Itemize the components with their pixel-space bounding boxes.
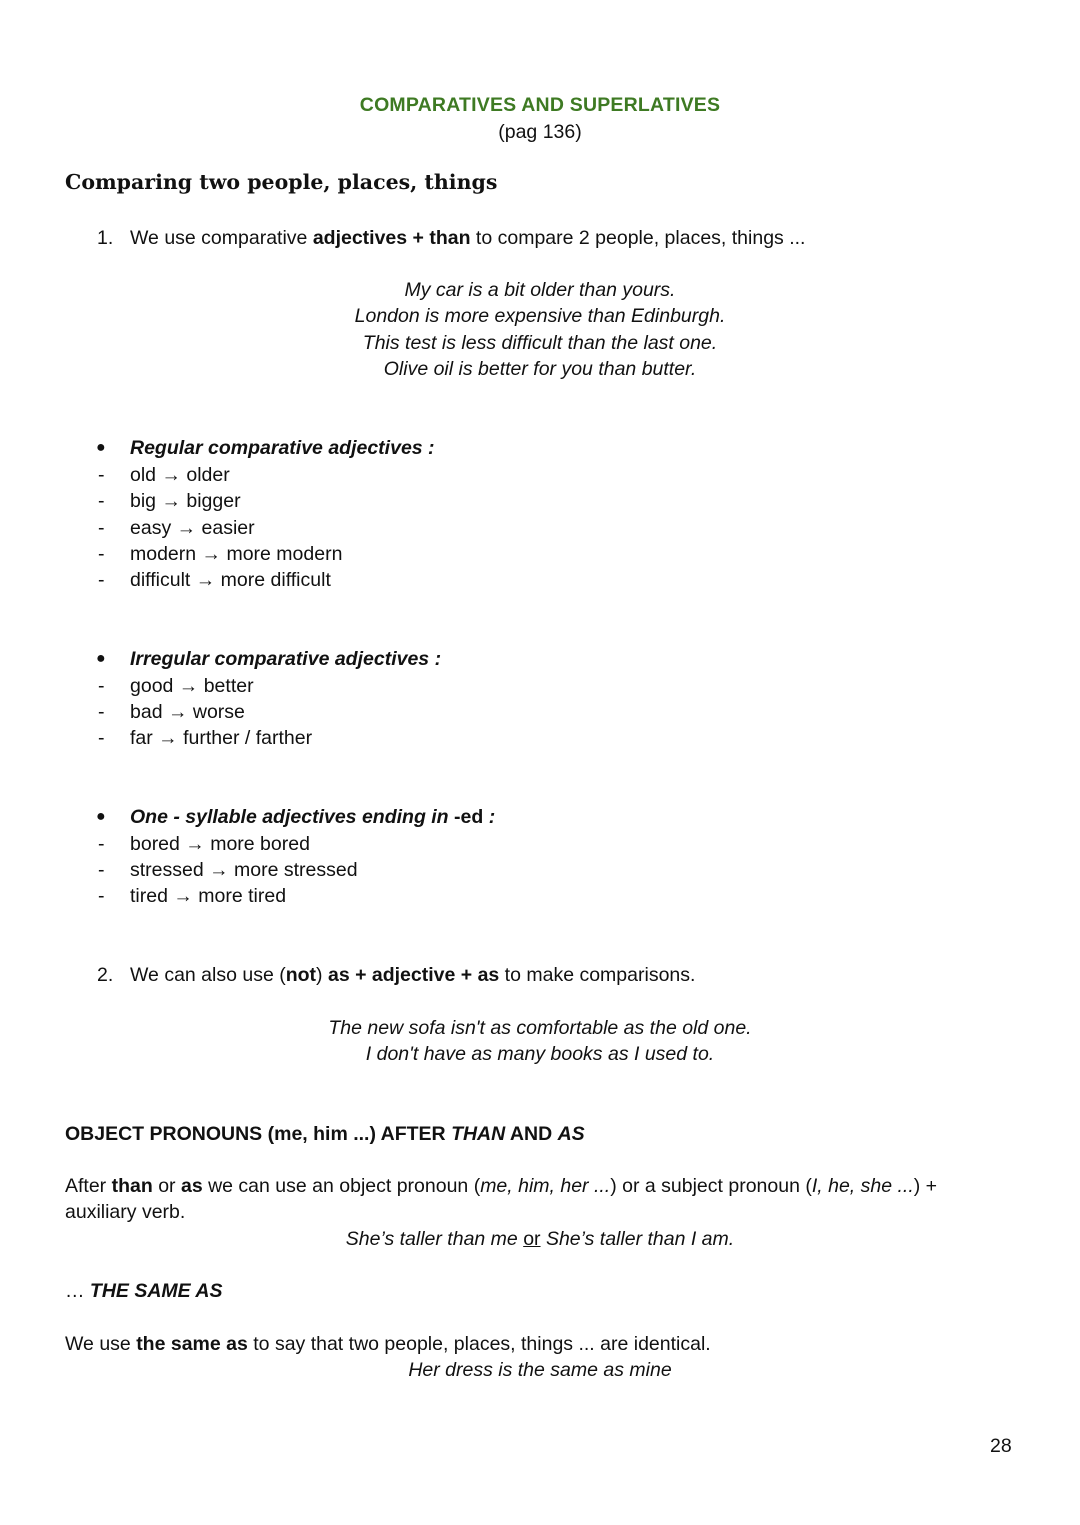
- list-item: old → older: [130, 464, 230, 486]
- ed-label: [130, 804, 495, 830]
- bullet-icon: ●: [96, 439, 106, 456]
- pronoun-paragraph-line-1: [65, 1173, 937, 1199]
- rule-2-text: [130, 962, 695, 988]
- example-part: She’s taller than me: [345, 1228, 524, 1250]
- text-part: we can use an object pronoun (: [202, 1175, 481, 1197]
- rule-1-part: to compare 2 people, places, things ...: [470, 227, 806, 249]
- heading-part: THAN: [451, 1123, 506, 1145]
- page-reference: (pag 136): [498, 121, 582, 143]
- irregular-label: Irregular comparative adjectives :: [130, 648, 442, 670]
- example-sentence: This test is less difficult than the last one.: [362, 332, 718, 354]
- rule-2-part: We can also use (: [130, 964, 286, 986]
- dash-marker: -: [98, 859, 105, 881]
- list-item: easy → easier: [130, 517, 255, 539]
- bullet-icon: ●: [96, 808, 106, 825]
- rule-2-part: to make comparisons.: [499, 964, 696, 986]
- heading-part: AS: [557, 1123, 585, 1145]
- list-number-2: 2.: [97, 964, 114, 986]
- text-bold: than: [111, 1175, 153, 1197]
- text-italic: me, him, her ...: [480, 1175, 611, 1197]
- example-sentence: [0, 1226, 1080, 1252]
- ed-label-part: One - syllable adjectives ending in: [130, 806, 455, 828]
- rule-2-part: ): [316, 964, 328, 986]
- list-item: modern → more modern: [130, 543, 343, 565]
- list-item: far → further / farther: [130, 727, 313, 749]
- text-part: ) or a subject pronoun (: [610, 1175, 812, 1197]
- ed-label-suffix: -ed: [454, 806, 484, 828]
- dash-marker: -: [98, 517, 105, 539]
- rule-1-bold: adjectives + than: [312, 227, 471, 249]
- text-bold: as: [180, 1175, 203, 1197]
- text-italic: I, he, she ...: [811, 1175, 914, 1197]
- heading-part: THE SAME AS: [89, 1280, 223, 1302]
- dash-marker: -: [98, 464, 105, 486]
- section-heading-object-pronouns: [65, 1121, 585, 1147]
- pronoun-paragraph-line-2: auxiliary verb.: [65, 1201, 186, 1223]
- list-item: tired → more tired: [130, 885, 287, 907]
- page-number: 28: [990, 1435, 1012, 1457]
- dash-marker: -: [98, 675, 105, 697]
- dash-marker: -: [98, 727, 105, 749]
- section-heading-comparing: Comparing two people, places, things: [65, 170, 498, 194]
- list-item: difficult → more difficult: [130, 569, 331, 591]
- dash-marker: -: [98, 833, 105, 855]
- example-sentence: I don't have as many books as I used to.: [365, 1043, 715, 1065]
- bullet-icon: ●: [96, 650, 106, 667]
- example-sentence: London is more expensive than Edinburgh.: [354, 305, 726, 327]
- text-part: to say that two people, places, things ... are identical.: [247, 1333, 711, 1355]
- dash-marker: -: [98, 543, 105, 565]
- ed-label-part: :: [483, 806, 496, 828]
- rule-2-bold: not: [285, 964, 317, 986]
- example-part: She’s taller than I am.: [540, 1228, 735, 1250]
- example-sentence: Olive oil is better for you than butter.: [383, 358, 697, 380]
- example-sentence: The new sofa isn't as comfortable as the old one.: [328, 1017, 752, 1039]
- example-sentence: My car is a bit older than yours.: [404, 279, 676, 301]
- dash-marker: -: [98, 701, 105, 723]
- dash-marker: -: [98, 490, 105, 512]
- list-item: good → better: [130, 675, 254, 697]
- same-as-paragraph: [65, 1331, 711, 1357]
- list-number-1: 1.: [97, 227, 114, 249]
- heading-part: …: [65, 1280, 90, 1302]
- text-bold: the same as: [136, 1333, 248, 1355]
- text-part: We use: [65, 1333, 137, 1355]
- section-heading-same-as: [65, 1278, 222, 1304]
- rule-2-bold: as + adjective + as: [327, 964, 500, 986]
- example-or: or: [523, 1228, 541, 1250]
- text-part: or: [152, 1175, 181, 1197]
- example-sentence: Her dress is the same as mine: [408, 1359, 672, 1381]
- list-item: big → bigger: [130, 490, 241, 512]
- page-title: COMPARATIVES AND SUPERLATIVES: [359, 94, 721, 116]
- heading-part: OBJECT PRONOUNS (me, him ...) AFTER: [65, 1123, 452, 1145]
- text-part: ) +: [913, 1175, 938, 1197]
- dash-marker: -: [98, 569, 105, 591]
- rule-1-part: We use comparative: [130, 227, 313, 249]
- list-item: bored → more bored: [130, 833, 310, 855]
- rule-1-text: [130, 225, 805, 251]
- list-item: bad → worse: [130, 701, 245, 723]
- list-item: stressed → more stressed: [130, 859, 358, 881]
- dash-marker: -: [98, 885, 105, 907]
- regular-label: Regular comparative adjectives :: [130, 437, 435, 459]
- text-part: After: [65, 1175, 112, 1197]
- heading-part: AND: [505, 1123, 558, 1145]
